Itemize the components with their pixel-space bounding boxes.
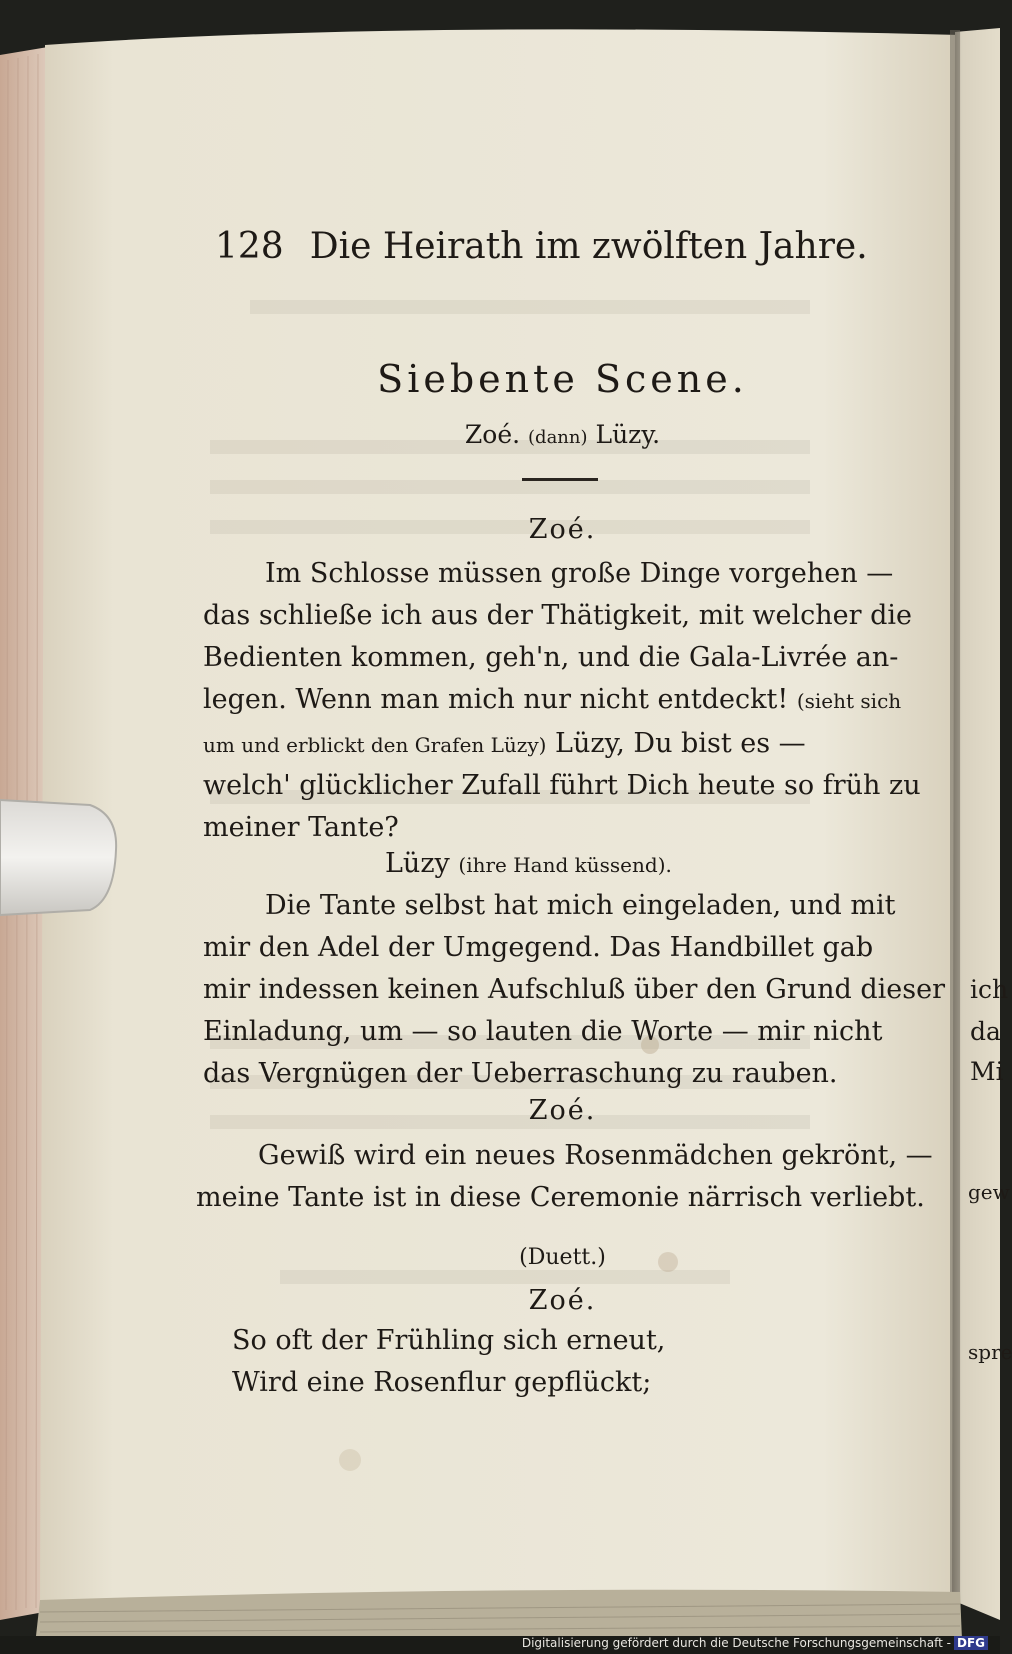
scene-title: Siebente Scene. bbox=[377, 357, 748, 401]
next-page-fragment-1: ich bbox=[970, 975, 1009, 1004]
speech1-line-6: welch' glücklicher Zufall führt Dich heute so früh zu bbox=[203, 770, 921, 801]
speech2-line-5: das Vergnügen der Ueberraschung zu rauben. bbox=[203, 1058, 838, 1089]
running-title: Die Heirath im zwölften Jahre. bbox=[309, 226, 868, 267]
running-header bbox=[215, 226, 868, 276]
speech1-line-3: Bedienten kommen, geh'n, und die Gala-Livrée an- bbox=[203, 642, 899, 673]
persons-luzy: Lüzy. bbox=[595, 420, 661, 449]
speech1-line-2: das schließe ich aus der Thätigkeit, mit welcher die bbox=[203, 600, 912, 631]
verse-line-1: So oft der Frühling sich erneut, bbox=[232, 1325, 666, 1356]
speech1-line-5-text: Lüzy, Du bist es — bbox=[555, 728, 806, 759]
stage-direction-kuessend: (ihre Hand küssend). bbox=[458, 853, 672, 877]
speech1-line-4-text: legen. Wenn man mich nur nicht entdeckt! bbox=[203, 684, 789, 715]
speech3-line-2: meine Tante ist in diese Ceremonie närrisch verliebt. bbox=[196, 1182, 925, 1213]
speech3-line-1: Gewiß wird ein neues Rosenmädchen gekrönt, — bbox=[258, 1140, 933, 1171]
speech1-line-7: meiner Tante? bbox=[203, 812, 399, 843]
speech1-line-4 bbox=[203, 684, 901, 715]
speaker-zoe-1: Zoé. bbox=[528, 514, 597, 545]
scene-persons bbox=[200, 420, 925, 449]
speaker-luzy-name: Lüzy bbox=[385, 848, 450, 879]
speaker-zoe-2: Zoé. bbox=[528, 1095, 597, 1126]
footer-text: Digitalisierung gefördert durch die Deutsche Forschungsgemeinschaft - bbox=[521, 1636, 951, 1650]
verse-line-2: Wird eine Rosenflur gepflückt; bbox=[232, 1367, 652, 1398]
stage-direction-sieht: (sieht sich bbox=[796, 689, 902, 713]
persons-dann: (dann) bbox=[528, 427, 588, 448]
duet-speaker: Zoé. bbox=[528, 1285, 597, 1316]
digitization-footer bbox=[522, 1636, 988, 1650]
speech1-line-1: Im Schlosse müssen große Dinge vorgehen — bbox=[265, 558, 894, 589]
stage-direction-erblickt: um und erblickt den Grafen Lüzy) bbox=[203, 733, 547, 757]
duet-label: (Duett.) bbox=[519, 1245, 606, 1270]
speech2-line-1: Die Tante selbst hat mich eingeladen, und mit bbox=[265, 890, 896, 921]
speech2-line-2: mir den Adel der Umgegend. Das Handbillet gab bbox=[203, 932, 874, 963]
dfg-logo: DFG bbox=[954, 1636, 988, 1650]
divider-rule bbox=[522, 478, 598, 481]
next-page-fragment-4: gew bbox=[968, 1180, 1010, 1204]
speaker-luzy bbox=[385, 848, 672, 879]
speech2-line-3: mir indessen keinen Aufschluß über den Grund dieser bbox=[203, 974, 946, 1005]
next-page-fragment-5: spre bbox=[968, 1340, 1012, 1364]
speech2-line-4: Einladung, um — so lauten die Worte — mir nicht bbox=[203, 1016, 883, 1047]
page-number: 128 bbox=[215, 226, 284, 267]
persons-zoe: Zoé. bbox=[464, 420, 521, 449]
speech1-line-5 bbox=[203, 728, 806, 759]
next-page-fragment-3: Mi bbox=[970, 1057, 1004, 1086]
next-page-fragment-2: da bbox=[970, 1017, 1001, 1046]
